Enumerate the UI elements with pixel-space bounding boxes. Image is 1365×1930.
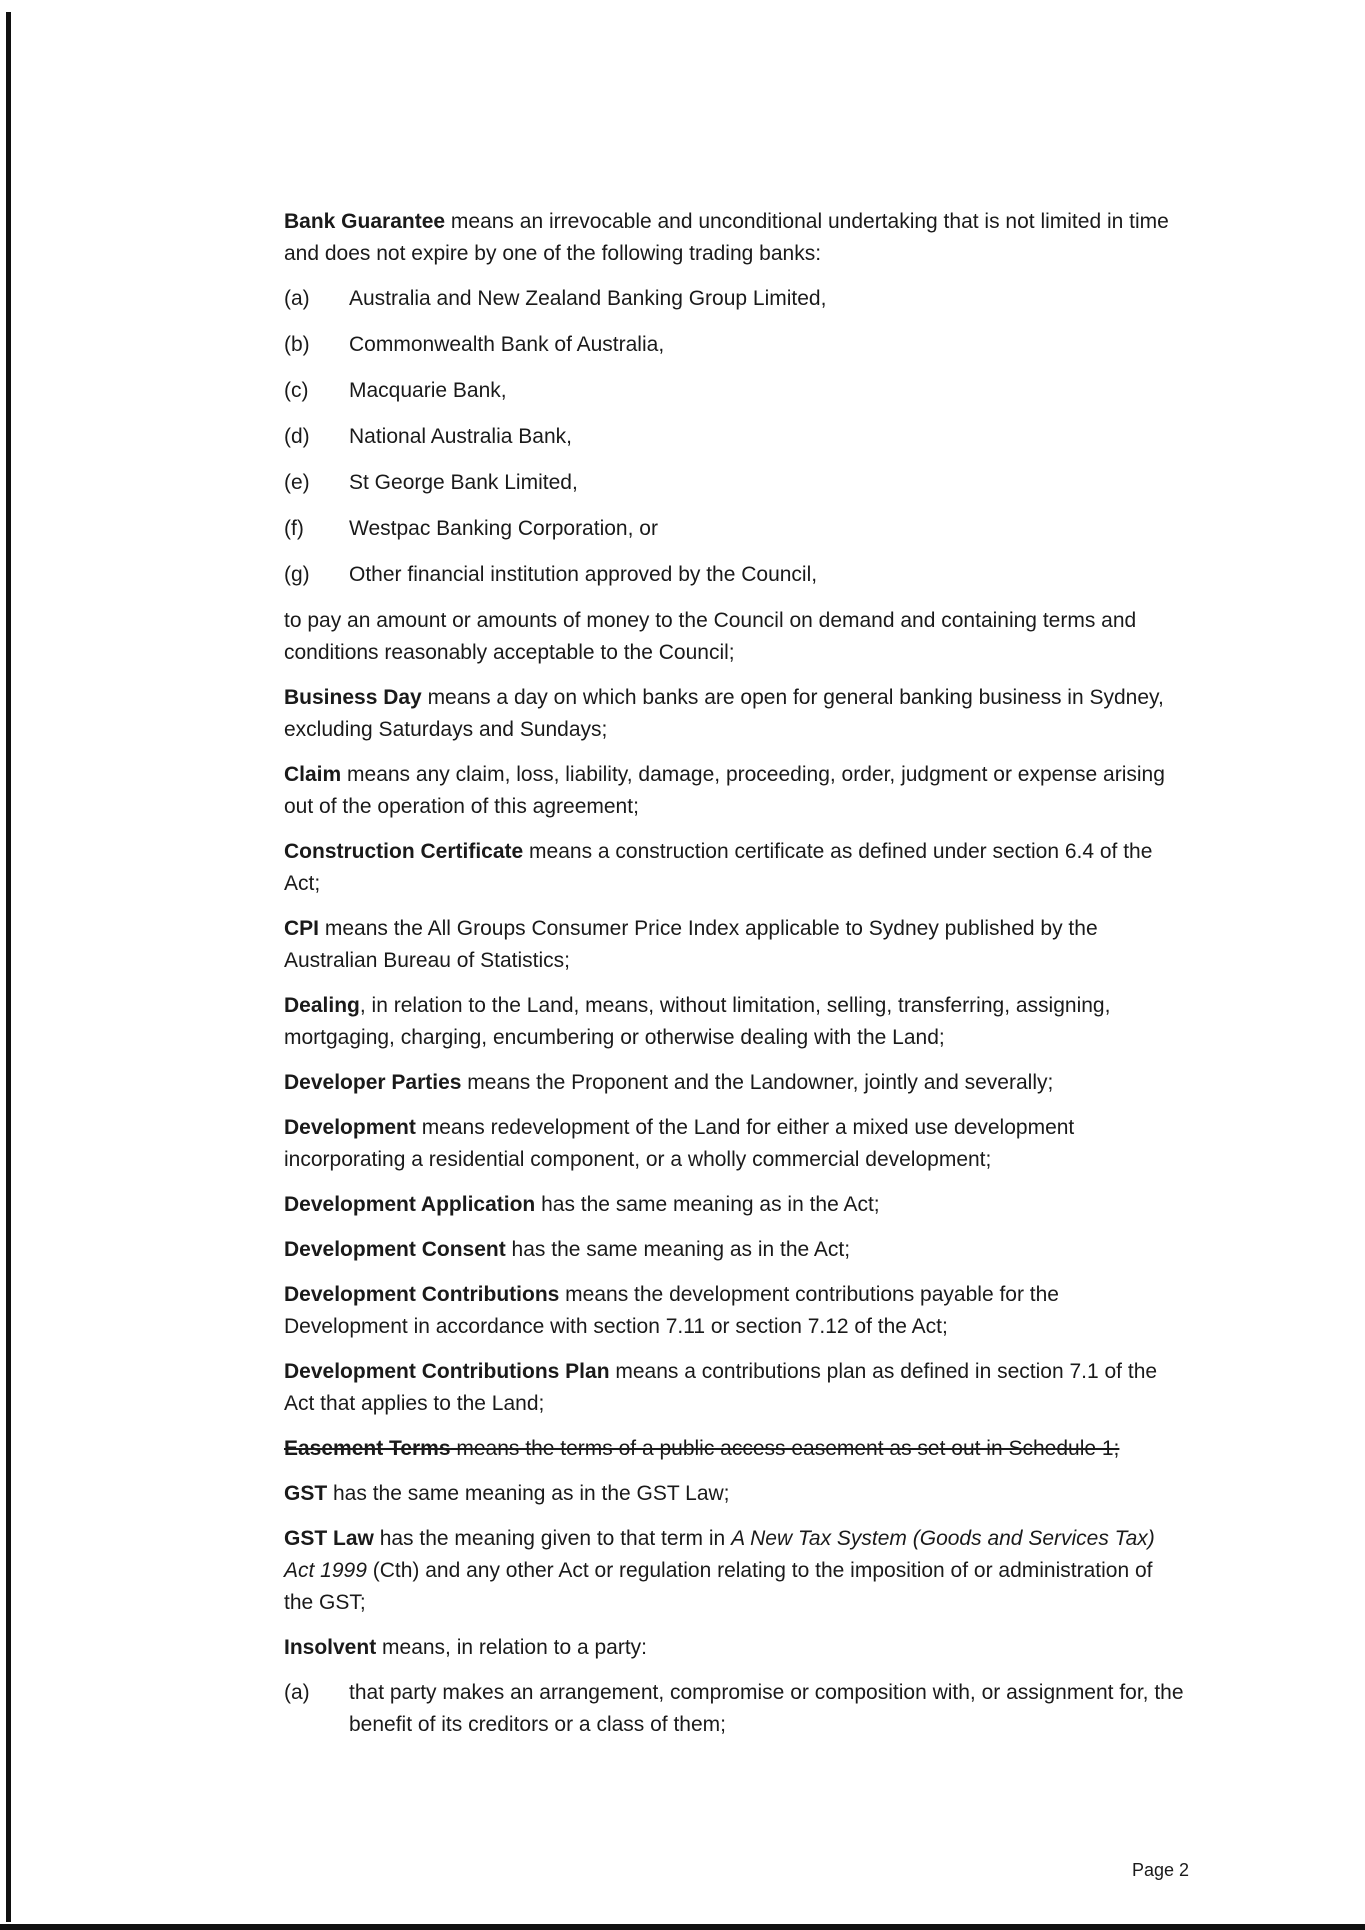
- list-text: Australia and New Zealand Banking Group Limited,: [349, 287, 827, 310]
- definition-developer-parties: [284, 1067, 1184, 1099]
- definition-text: has the same meaning as in the GST Law;: [327, 1482, 730, 1505]
- defined-term: Business Day: [284, 686, 422, 709]
- list-label: (a): [284, 287, 310, 310]
- list-item: [284, 421, 1184, 453]
- definition-insolvent: [284, 1632, 1184, 1664]
- list-label: (a): [284, 1681, 310, 1704]
- list-label: (c): [284, 379, 309, 402]
- definition-development-application: [284, 1189, 1184, 1221]
- definition-text: means the Proponent and the Landowner, jointly and severally;: [461, 1071, 1054, 1094]
- list-text: Westpac Banking Corporation, or: [349, 517, 658, 540]
- list-label: (b): [284, 333, 310, 356]
- list-label: (d): [284, 425, 310, 448]
- defined-term: CPI: [284, 917, 320, 940]
- list-label: (e): [284, 471, 310, 494]
- list-text: Other financial institution approved by the Council,: [349, 563, 818, 586]
- defined-term: Development: [284, 1116, 416, 1139]
- defined-term: Developer Parties: [284, 1071, 462, 1094]
- defined-term: Development Consent: [284, 1238, 506, 1261]
- defined-term: Dealing: [284, 994, 360, 1017]
- definition-bank-guarantee: [284, 206, 1184, 270]
- list-text: National Australia Bank,: [349, 425, 572, 448]
- definition-claim: [284, 759, 1184, 823]
- defined-term: Bank Guarantee: [284, 210, 446, 233]
- defined-term: Development Contributions: [284, 1283, 560, 1306]
- definition-text: , in relation to the Land, means, without limitation, selling, transferring, assigning, mortgaging, charging, encumbering or otherwise dealing with the Land;: [284, 994, 1111, 1049]
- definition-text: has the same meaning as in the Act;: [505, 1238, 851, 1261]
- page-number: Page 2: [1132, 1860, 1190, 1880]
- definition-development-contributions: [284, 1279, 1184, 1343]
- definition-text: means a construction certificate as defined under section 6.4 of the Act;: [284, 840, 1153, 895]
- list-item: [284, 513, 1184, 545]
- definition-gst-law: [284, 1523, 1184, 1619]
- list-item: [284, 559, 1184, 591]
- list-item: [284, 1677, 1184, 1741]
- definition-construction-certificate: [284, 836, 1184, 900]
- scan-edge-bottom: [0, 1924, 1365, 1930]
- defined-term: Insolvent: [284, 1636, 377, 1659]
- list-text: St George Bank Limited,: [349, 471, 578, 494]
- defined-term: GST: [284, 1482, 328, 1505]
- list-label: (g): [284, 563, 310, 586]
- defined-term: Easement Terms: [284, 1437, 451, 1460]
- definition-text: means the All Groups Consumer Price Index applicable to Sydney published by the Australian Bureau of Statistics;: [284, 917, 1098, 972]
- definition-dealing: [284, 990, 1184, 1054]
- definition-cpi: [284, 913, 1184, 977]
- definition-development-consent: [284, 1234, 1184, 1266]
- list-text: Macquarie Bank,: [349, 379, 507, 402]
- definition-text: means a day on which banks are open for general banking business in Sydney, excluding Saturdays and Sundays;: [284, 686, 1164, 741]
- definition-easement-terms-struck: [284, 1433, 1184, 1465]
- list-item: [284, 375, 1184, 407]
- definition-development: [284, 1112, 1184, 1176]
- scan-edge-left: [6, 12, 11, 1922]
- definition-gst: [284, 1478, 1184, 1510]
- definition-text: has the meaning given to that term in: [373, 1527, 732, 1550]
- definition-development-contributions-plan: [284, 1356, 1184, 1420]
- list-item: [284, 329, 1184, 361]
- defined-term: Development Application: [284, 1193, 536, 1216]
- list-item: [284, 283, 1184, 315]
- definition-text: has the same meaning as in the Act;: [535, 1193, 880, 1216]
- definition-text: means the terms of a public access easement as set out in Schedule 1;: [450, 1437, 1120, 1460]
- defined-term: Development Contributions Plan: [284, 1360, 610, 1383]
- definition-text: means the development contributions payable for the Development in accordance with section 7.11 or section 7.12 of the Act;: [284, 1283, 1059, 1338]
- list-label: (f): [284, 517, 304, 540]
- definition-text: means redevelopment of the Land for either a mixed use development incorporating a residential component, or a wholly commercial development;: [284, 1116, 1075, 1171]
- definition-text: means any claim, loss, liability, damage, proceeding, order, judgment or expense arising out of the operation of this agreement;: [284, 763, 1165, 818]
- page-content: [284, 206, 1184, 1755]
- definition-business-day: [284, 682, 1184, 746]
- definition-text: (Cth) and any other Act or regulation relating to the imposition of or administration of the GST;: [284, 1559, 1153, 1614]
- definition-text: means an irrevocable and unconditional undertaking that is not limited in time and does not expire by one of the following trading banks:: [284, 210, 1169, 265]
- bank-guarantee-continuation: to pay an amount or amounts of money to the Council on demand and containing terms and conditions reasonably acceptable to the Council;: [284, 609, 1137, 664]
- list-text: that party makes an arrangement, compromise or composition with, or assignment for, the benefit of its creditors or a class of them;: [349, 1681, 1184, 1736]
- list-item: [284, 467, 1184, 499]
- list-text: Commonwealth Bank of Australia,: [349, 333, 665, 356]
- definition-text: means a contributions plan as defined in section 7.1 of the Act that applies to the Land;: [284, 1360, 1158, 1415]
- defined-term: Construction Certificate: [284, 840, 524, 863]
- defined-term: Claim: [284, 763, 342, 786]
- defined-term: GST Law: [284, 1527, 374, 1550]
- act-title: A New Tax System (Goods and Services Tax) Act 1999: [284, 1527, 1155, 1582]
- definition-text: means, in relation to a party:: [376, 1636, 647, 1659]
